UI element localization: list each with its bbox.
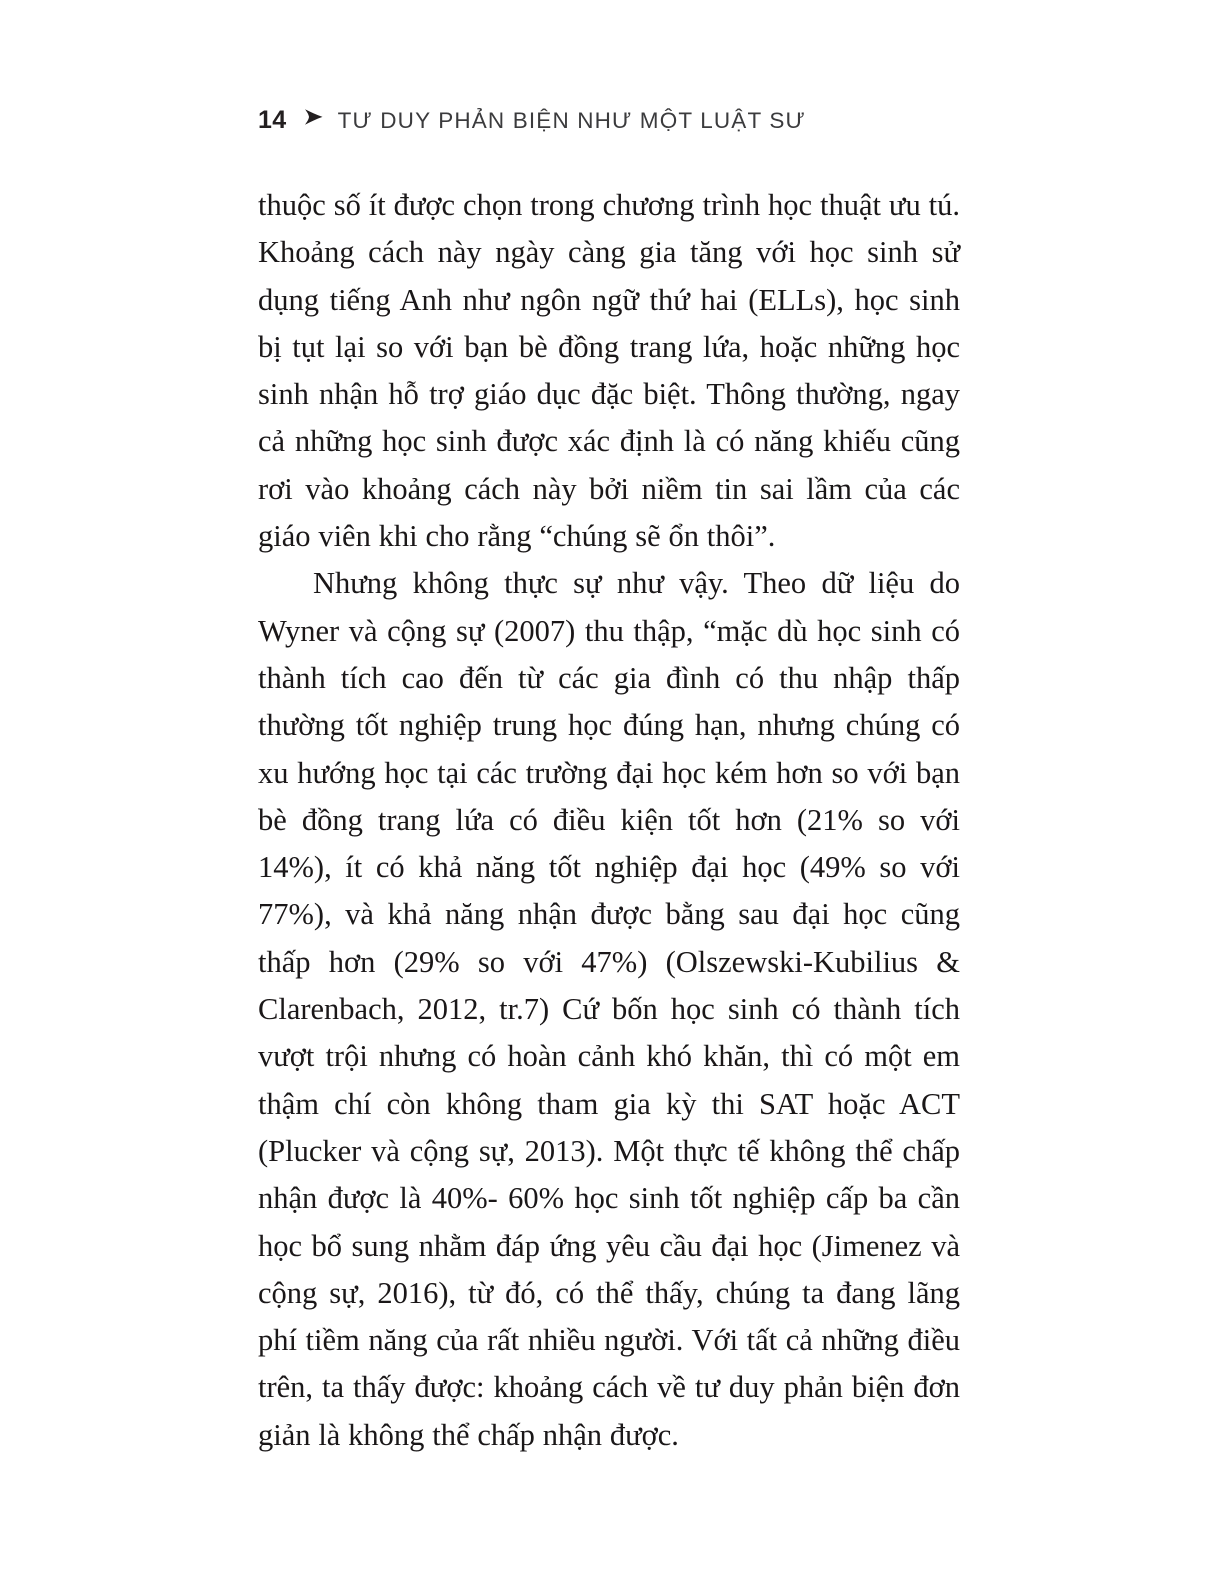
paragraph-2: Nhưng không thực sự như vậy. Theo dữ liệu do Wyner và cộng sự (2007) thu thập, “mặc dù học sinh có thành tích cao đến từ các gia đình có thu nhập thấp thường tốt nghiệp trung học đúng hạn, nhưng chúng có xu hướng học tại các trường đại học kém hơn so với bạn bè đồng trang lứa có điều kiện tốt hơn (21% so với 14%), ít có khả năng tốt nghiệp đại học (49% so với 77%), và khả năng nhận được bằng sau đại học cũng thấp hơn (29% so với 47%) (Olszewski-Kubilius & Clarenbach, 2012, tr.7) Cứ bốn học sinh có thành tích vượt trội nhưng có hoàn cảnh khó khăn, thì có một em thậm chí còn không tham gia kỳ thi SAT hoặc ACT (Plucker và cộng sự, 2013). Một thực tế không thể chấp nhận được là 40%- 60% học sinh tốt nghiệp cấp ba cần học bổ sung nhằm đáp ứng yêu cầu đại học (Jimenez và cộng sự, 2016), từ đó, có thể thấy, chúng ta đang lãng phí tiềm năng của rất nhiều người. Với tất cả những điều trên, ta thấy được: khoảng cách về tư duy phản biện đơn giản là không thể chấp nhận được.	[258, 566, 960, 1452]
right-arrowhead-icon	[303, 107, 325, 127]
running-head	[258, 108, 806, 133]
running-head-title: TƯ DUY PHẢN BIỆN NHƯ MỘT LUẬT SƯ	[337, 108, 806, 133]
paragraph-1: thuộc số ít được chọn trong chương trình học thuật ưu tú. Khoảng cách này ngày càng gia tăng với học sinh sử dụng tiếng Anh như ngôn ngữ thứ hai (ELLs), học sinh bị tụt lại so với bạn bè đồng trang lứa, hoặc những học sinh nhận hỗ trợ giáo dục đặc biệt. Thông thường, ngay cả những học sinh được xác định là có năng khiếu cũng rơi vào khoảng cách này bởi niềm tin sai lầm của các giáo viên khi cho rằng “chúng sẽ ổn thôi”.	[258, 188, 960, 554]
body-text-column	[258, 182, 960, 1459]
page-number: 14	[258, 106, 287, 134]
